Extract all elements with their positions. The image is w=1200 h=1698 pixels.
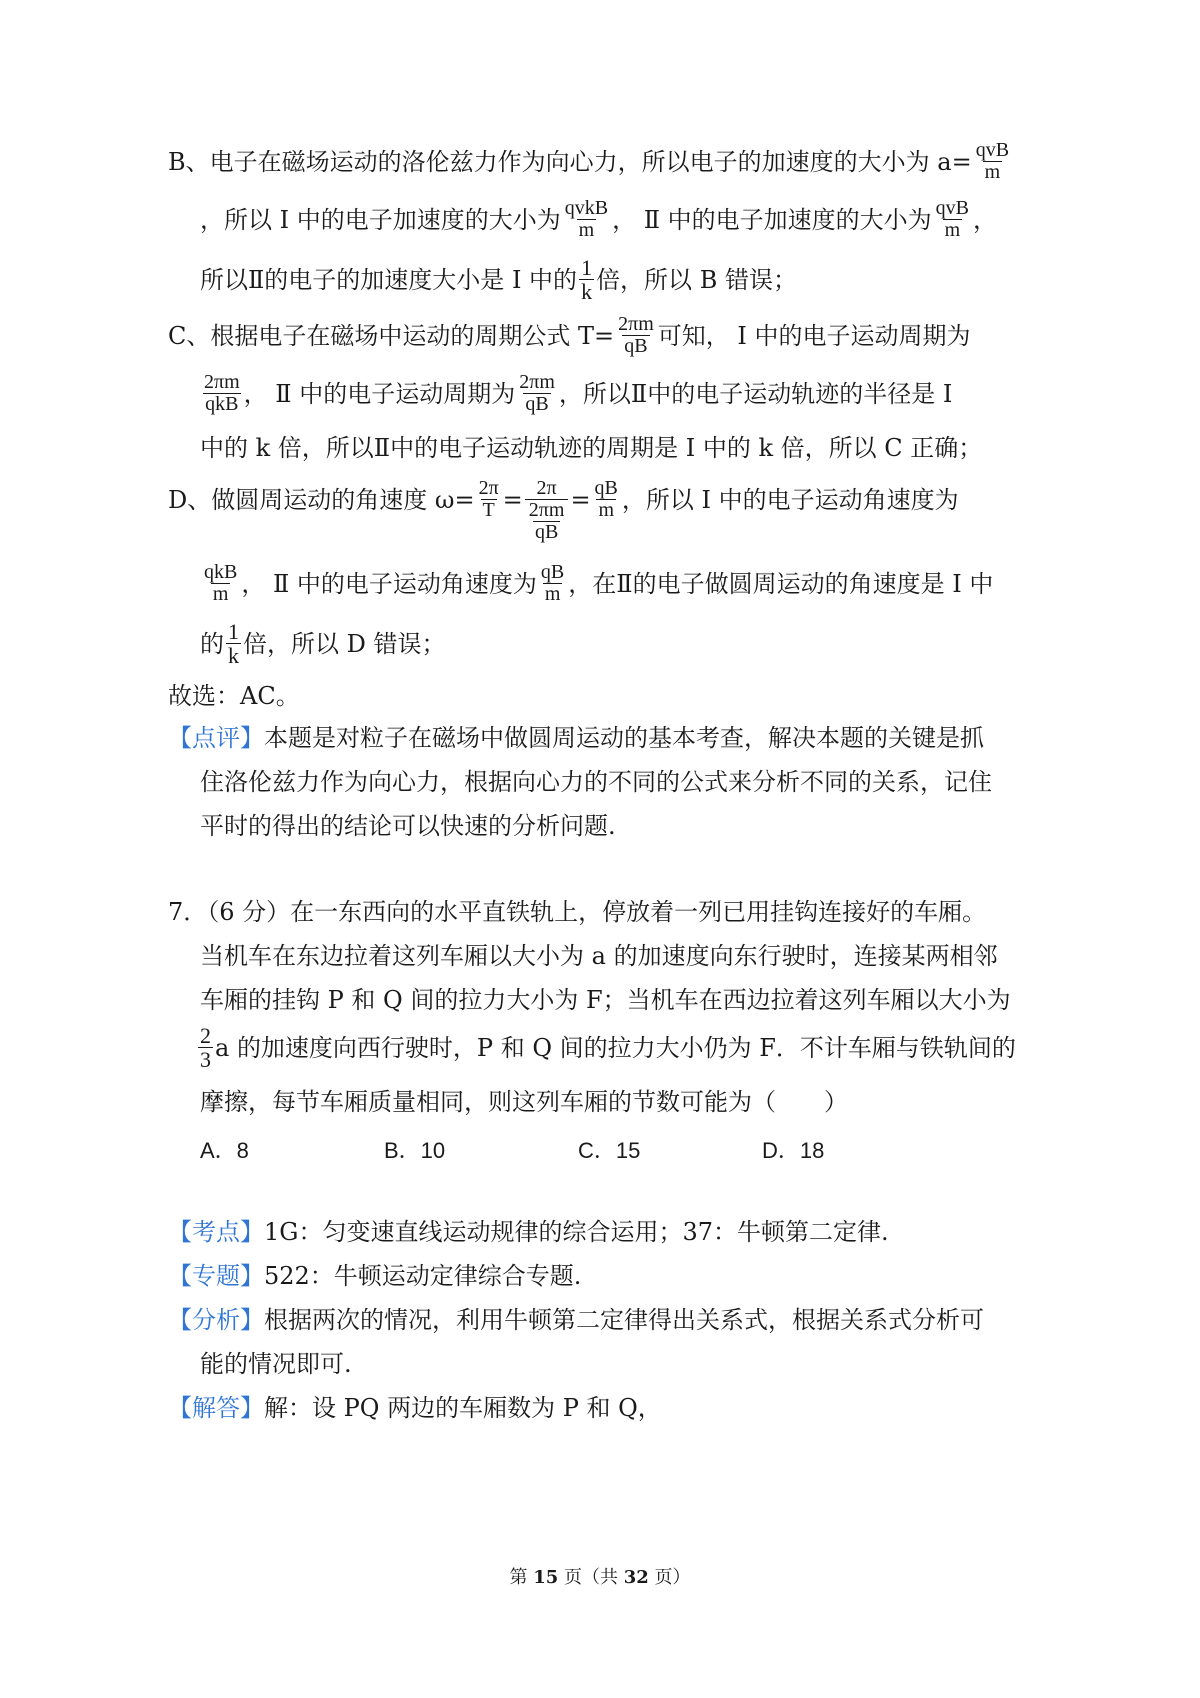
inner-fraction-2pim-over-qb [527, 500, 567, 543]
question-7-line-4 [196, 1024, 1016, 1071]
fraction-qkb-over-m [202, 562, 239, 605]
numerator: 2πm [618, 313, 654, 335]
text: 倍，所以 B 错误； [596, 265, 797, 294]
choice-a: A．8 [200, 1138, 249, 1163]
numerator: qB [540, 561, 565, 583]
text: 1G：匀变速直线运动规律的综合运用；37：牛顿第二定律. [264, 1218, 889, 1246]
numerator: qvkB [564, 197, 609, 219]
fraction-2-over-3 [198, 1024, 213, 1071]
numerator: 1 [228, 619, 239, 644]
fraction-2pim-over-qb [616, 314, 656, 357]
option-d-line-1 [168, 478, 959, 543]
footer-middle: 页（共 [564, 1567, 618, 1588]
denominator: qB [525, 393, 549, 415]
option-b-line-1 [168, 140, 1013, 183]
denominator: T [482, 499, 495, 521]
footer-suffix: 页） [654, 1567, 691, 1588]
text: ，所以 I 中的电子加速度的大小为 [200, 205, 561, 234]
current-page-number: 15 [533, 1567, 559, 1588]
choice-c: C．15 [578, 1138, 641, 1163]
option-c-line-3 [200, 436, 982, 460]
text: 住洛伦兹力作为向心力，根据向心力的不同的公式来分析不同的关系，记住 [200, 768, 992, 796]
fraction-qb-over-m [539, 562, 566, 605]
denominator: qB [534, 521, 559, 543]
text: 倍，所以 D 错误； [243, 629, 446, 658]
text: 摩擦，每节车厢质量相同，则这列车厢的节数可能为（ ） [200, 1088, 848, 1116]
total-pages-number: 32 [623, 1567, 649, 1588]
option-b-line-3 [200, 256, 797, 303]
numerator: 2 [200, 1023, 211, 1048]
numerator: qB [594, 477, 618, 499]
fraction-2pi-over-t [477, 478, 501, 521]
denominator: m [598, 499, 614, 521]
fraction-qvkb-over-m [563, 198, 610, 241]
fraction-2pim-over-qb [517, 372, 557, 415]
question-7-line-1 [168, 900, 986, 924]
text: 所以Ⅱ的电子的加速度大小是 I 中的 [200, 265, 578, 294]
numerator: 2πm [519, 371, 555, 393]
numerator: 2π [536, 477, 557, 499]
denominator: m [944, 219, 961, 241]
numerator: 2πm [528, 499, 565, 521]
fenxi-line-1 [168, 1308, 984, 1332]
fraction-1-over-k [579, 256, 594, 303]
jieda-tag: 【解答】 [168, 1394, 264, 1422]
equals-sign: = [570, 486, 591, 514]
denominator: m [544, 583, 561, 605]
text: ， [973, 205, 998, 234]
footer-prefix: 第 [509, 1567, 528, 1588]
text: ，所以 I 中的电子运动角速度为 [621, 486, 959, 514]
review-tag: 【点评】 [168, 724, 264, 752]
fraction-2pim-over-qkb [202, 372, 242, 415]
text: C、根据电子在磁场中运动的周期公式 T= [168, 321, 615, 350]
denominator: qB [624, 335, 648, 357]
jieda-line [168, 1396, 662, 1420]
denominator: k [581, 279, 593, 305]
text: ， Ⅱ 中的电子加速度的大小为 [612, 205, 932, 234]
review-line-2 [200, 770, 992, 794]
option-b-line-2 [200, 198, 997, 241]
option-c-line-1 [168, 314, 971, 357]
kaodian-tag: 【考点】 [168, 1218, 264, 1246]
zhuanti-tag: 【专题】 [168, 1262, 264, 1290]
text: 中的 k 倍，所以Ⅱ中的电子运动轨迹的周期是 I 中的 k 倍，所以 C 正确； [200, 434, 983, 462]
denominator: m [212, 583, 229, 605]
text: a 的加速度向西行驶时，P 和 Q 间的拉力大小仍为 F．不计车厢与铁轨间的 [215, 1033, 1016, 1062]
fraction-2pi-over-2pim-qb [525, 478, 569, 543]
text: 解：设 PQ 两边的车厢数为 P 和 Q， [264, 1394, 662, 1422]
text: 能的情况即可. [200, 1350, 352, 1378]
answer-text: 故选：AC。 [168, 682, 300, 710]
fraction-qb-over-m [593, 478, 620, 521]
text: ，在Ⅱ的电子做圆周运动的角速度是 I 中 [568, 569, 994, 598]
text: ， Ⅱ 中的电子运动周期为 [243, 379, 516, 408]
denominator: m [984, 161, 1001, 183]
fenxi-tag: 【分析】 [168, 1306, 264, 1334]
numerator: qkB [204, 561, 238, 583]
text: 平时的得出的结论可以快速的分析问题. [200, 812, 616, 840]
question-7-line-2 [200, 944, 998, 968]
denominator: m [578, 219, 595, 241]
choice-d: D．18 [762, 1138, 825, 1163]
numerator: qvB [935, 197, 970, 219]
text: ，所以Ⅱ中的电子运动轨迹的半径是 I [558, 379, 953, 408]
choice-b: B．10 [384, 1138, 446, 1163]
page-footer [0, 1563, 1200, 1589]
zhuanti-line [168, 1264, 581, 1288]
review-line-1 [168, 726, 984, 750]
answer-line [168, 684, 300, 708]
question-7-line-5 [200, 1090, 848, 1114]
option-d-line-2 [200, 562, 993, 605]
option-d-line-3 [200, 620, 446, 667]
fraction-qvb-over-m [974, 140, 1011, 183]
kaodian-line [168, 1220, 889, 1244]
numerator: qvB [975, 139, 1010, 161]
numerator: 2π [478, 477, 499, 499]
denominator: 3 [200, 1047, 211, 1073]
text: 本题是对粒子在磁场中做圆周运动的基本考查，解决本题的关键是抓 [264, 724, 984, 752]
numerator: 2πm [204, 371, 240, 393]
fenxi-line-2 [200, 1352, 352, 1376]
text: 522：牛顿运动定律综合专题. [264, 1262, 582, 1290]
text: 车厢的挂钩 P 和 Q 间的拉力大小为 F；当机车在西边拉着这列车厢以大小为 [200, 986, 1011, 1014]
text: 7．（6 分）在一东西向的水平直铁轨上，停放着一列已用挂钩连接好的车厢。 [168, 898, 987, 926]
option-c-line-2 [200, 372, 952, 415]
fraction-qvb-over-m [934, 198, 971, 241]
numerator: 1 [581, 255, 593, 280]
review-line-3 [200, 814, 616, 838]
fraction-1-over-k [226, 620, 241, 667]
text: B、电子在磁场运动的洛伦兹力作为向心力，所以电子的加速度的大小为 a= [168, 147, 972, 176]
text: 当机车在东边拉着这列车厢以大小为 a 的加速度向东行驶时，连接某两相邻 [200, 942, 998, 970]
text: 的 [200, 629, 224, 658]
text: 根据两次的情况，利用牛顿第二定律得出关系式，根据关系式分析可 [264, 1306, 984, 1334]
denominator [525, 499, 569, 543]
equals-sign: = [502, 486, 523, 514]
denominator: k [228, 643, 239, 669]
text: 可知， I 中的电子运动周期为 [657, 321, 971, 350]
text: ， Ⅱ 中的电子运动角速度为 [241, 569, 537, 598]
text: D、做圆周运动的角速度 ω= [168, 486, 475, 514]
denominator: qkB [205, 393, 239, 415]
question-7-line-3 [200, 988, 1011, 1012]
